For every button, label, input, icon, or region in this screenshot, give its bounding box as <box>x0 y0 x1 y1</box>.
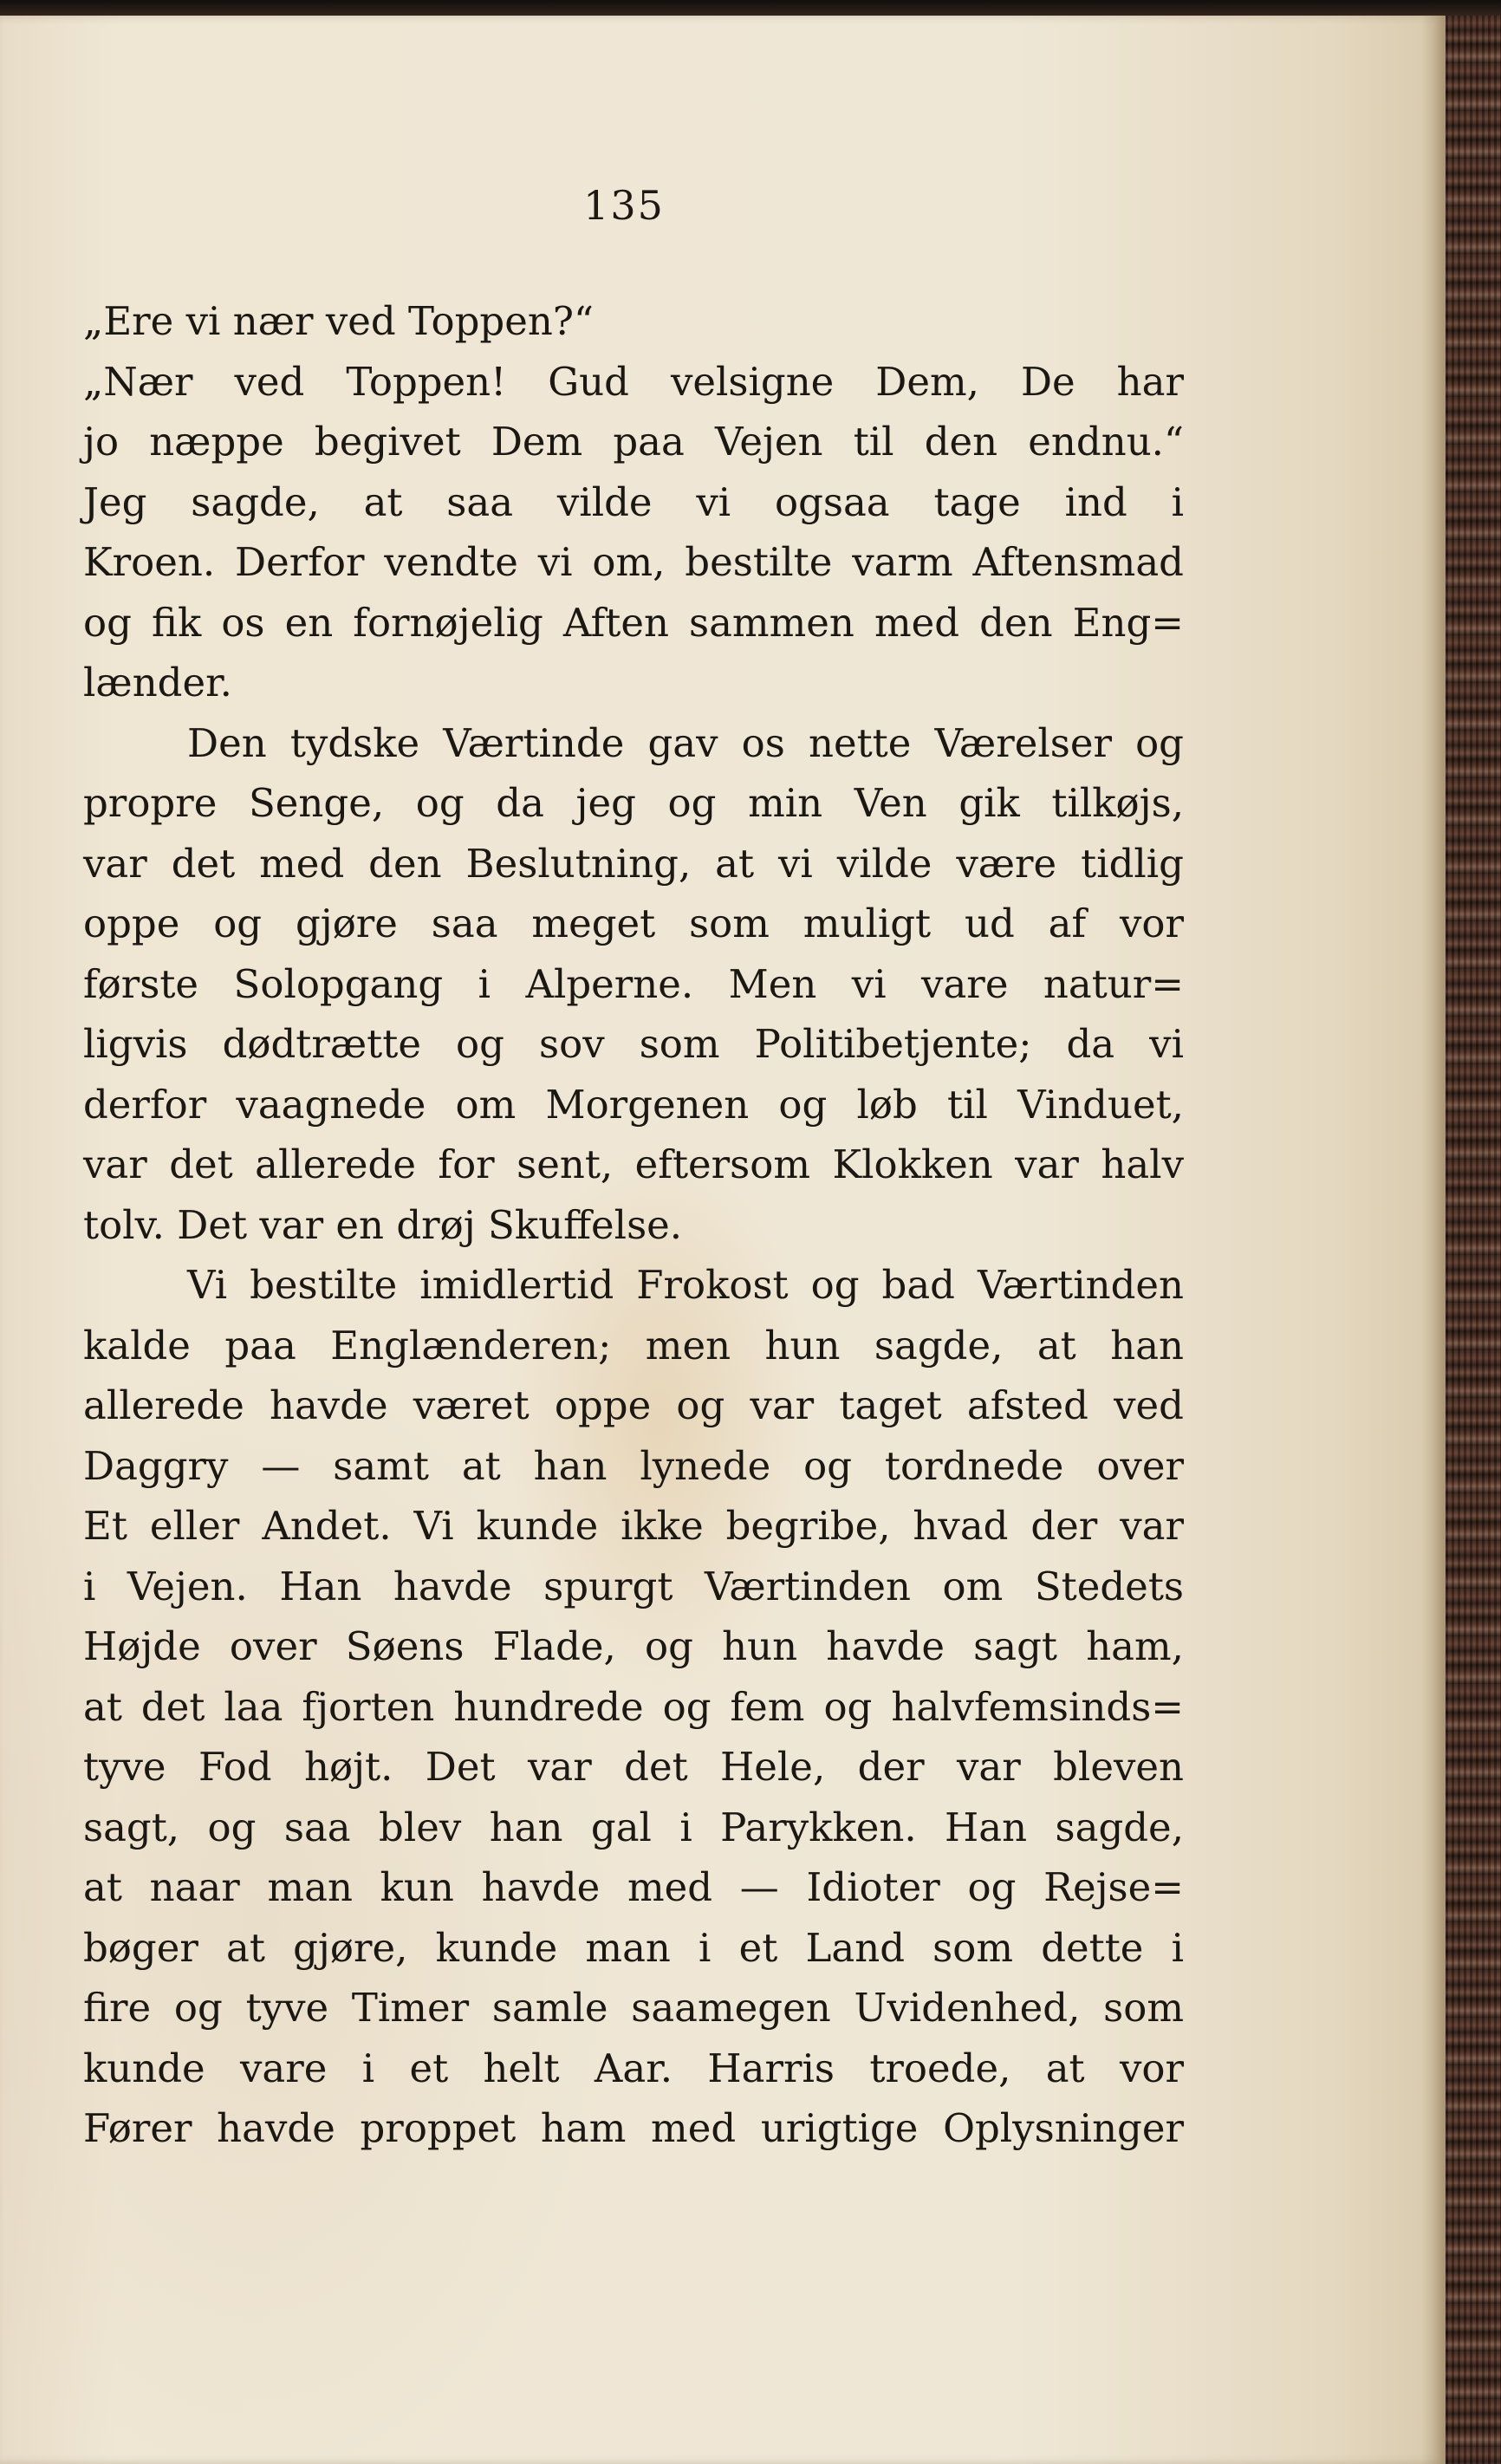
text-line: tolv. Det var en drøj Skuffelse. <box>83 1201 683 1248</box>
text-line: og fik os en fornøjelig Aften sammen med den Eng= <box>83 599 1184 646</box>
text-line: Jeg sagde, at saa vilde vi ogsaa tage ind i <box>83 478 1184 525</box>
text-line: Den tydske Værtinde gav os nette Værelser og <box>187 719 1184 766</box>
text-line: første Solopgang i Alperne. Men vi vare natur= <box>83 960 1184 1007</box>
text-line: propre Senge, og da jeg og min Ven gik tilkøjs, <box>83 780 1184 826</box>
text-line: ligvis dødtrætte og sov som Politibetjente; da vi <box>83 1021 1184 1067</box>
text-line: Et eller Andet. Vi kunde ikke begribe, hvad der var <box>83 1503 1184 1549</box>
text-line: allerede havde været oppe og var taget afsted ved <box>83 1382 1184 1428</box>
text-line: var det allerede for sent, eftersom Klokken var halv <box>83 1141 1184 1187</box>
marbled-book-edge <box>1446 16 1501 2464</box>
text-line: bøger at gjøre, kunde man i et Land som dette i <box>83 1924 1184 1971</box>
text-line: Daggry — samt at han lynede og tordnede over <box>83 1442 1184 1489</box>
text-line: „Nær ved Toppen! Gud velsigne Dem, De har <box>83 358 1184 405</box>
text-line: oppe og gjøre saa meget som muligt ud af vor <box>83 900 1184 946</box>
text-line: jo næppe begivet Dem paa Vejen til den endnu.“ <box>83 419 1184 465</box>
text-line: i Vejen. Han havde spurgt Værtinden om Stedets <box>83 1563 1184 1609</box>
text-line: var det med den Beslutning, at vi vilde være tidlig <box>83 840 1184 887</box>
page-number: 135 <box>583 182 665 229</box>
text-line: fire og tyve Timer samle saamegen Uvidenhed, som <box>83 1985 1184 2031</box>
page-gutter-shadow <box>1421 16 1447 2464</box>
text-line: at naar man kun havde med — Idioter og Rejse= <box>83 1864 1184 1910</box>
text-line: tyve Fod højt. Det var det Hele, der var bleven <box>83 1744 1184 1790</box>
text-line: Højde over Søens Flade, og hun havde sagt ham, <box>83 1623 1184 1669</box>
text-line: lænder. <box>83 660 232 705</box>
text-line: Kroen. Derfor vendte vi om, bestilte varm Aftensmad <box>83 539 1184 585</box>
text-line: Fører havde proppet ham med urigtige Oplysninger <box>83 2105 1184 2151</box>
text-line: sagt, og saa blev han gal i Parykken. Han sagde, <box>83 1804 1184 1850</box>
text-line: at det laa fjorten hundrede og fem og halvfemsinds= <box>83 1683 1184 1730</box>
text-line: Vi bestilte imidlertid Frokost og bad Værtinden <box>187 1262 1184 1308</box>
text-line: „Ere vi nær ved Toppen?“ <box>83 298 594 344</box>
text-line: derfor vaagnede om Morgenen og løb til Vinduet, <box>83 1081 1184 1128</box>
body-text <box>83 291 1184 2159</box>
text-line: kalde paa Englænderen; men hun sagde, at han <box>83 1322 1184 1369</box>
text-line: kunde vare i et helt Aar. Harris troede, at vor <box>83 2045 1184 2091</box>
